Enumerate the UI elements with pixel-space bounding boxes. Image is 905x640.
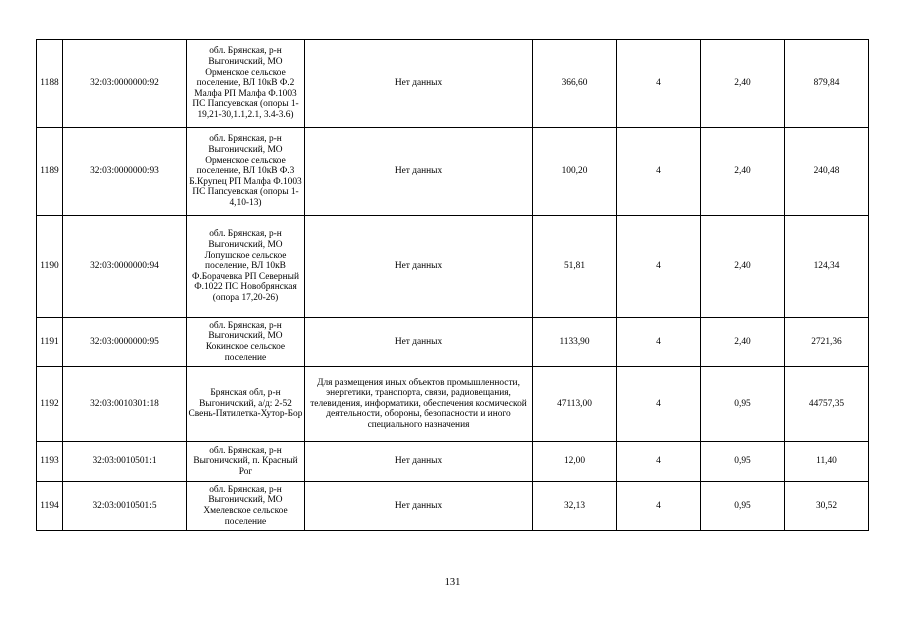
cadastral-number: 32:03:0000000:92 <box>63 40 187 128</box>
table-row <box>37 482 869 531</box>
category-cell: 4 <box>617 40 701 128</box>
permitted-use-cell: Нет данных <box>305 216 533 318</box>
area-cell: 47113,00 <box>533 367 617 442</box>
cadastral-number: 32:03:0010501:1 <box>63 442 187 482</box>
category-cell: 4 <box>617 482 701 531</box>
rate-cell: 2,40 <box>701 40 785 128</box>
row-number: 1192 <box>37 367 63 442</box>
table-row <box>37 442 869 482</box>
rate-cell: 2,40 <box>701 128 785 216</box>
cadastral-number: 32:03:0010301:18 <box>63 367 187 442</box>
rate-cell: 2,40 <box>701 216 785 318</box>
amount-cell: 124,34 <box>785 216 869 318</box>
table-row <box>37 318 869 367</box>
permitted-use-cell: Нет данных <box>305 40 533 128</box>
address-cell: обл. Брянская, р-н Выгоничский, МО Орменское сельское поселение, ВЛ 10кВ Ф.2 Малфа РП Малфа Ф.1003 ПС Папсуевская (опоры 1-19,21-30,1.1,2.1, 3.4-3.6) <box>187 40 305 128</box>
address-cell: обл. Брянская, р-н Выгоничский, МО Кокинское сельское поселение <box>187 318 305 367</box>
cadastral-number: 32:03:0000000:94 <box>63 216 187 318</box>
category-cell: 4 <box>617 442 701 482</box>
category-cell: 4 <box>617 216 701 318</box>
row-number: 1193 <box>37 442 63 482</box>
table-row <box>37 367 869 442</box>
area-cell: 366,60 <box>533 40 617 128</box>
amount-cell: 44757,35 <box>785 367 869 442</box>
page-number: 131 <box>444 577 461 588</box>
area-cell: 32,13 <box>533 482 617 531</box>
category-cell: 4 <box>617 128 701 216</box>
cadastral-number: 32:03:0000000:93 <box>63 128 187 216</box>
amount-cell: 879,84 <box>785 40 869 128</box>
permitted-use-cell: Нет данных <box>305 482 533 531</box>
row-number: 1189 <box>37 128 63 216</box>
row-number: 1191 <box>37 318 63 367</box>
address-cell: обл. Брянская, р-н Выгоничский, МО Хмелевское сельское поселение <box>187 482 305 531</box>
cadastral-number: 32:03:0010501:5 <box>63 482 187 531</box>
amount-cell: 240,48 <box>785 128 869 216</box>
address-cell: обл. Брянская, р-н Выгоничский, МО Орменское сельское поселение, ВЛ 10кВ Ф.3 Б.Крупец РП Малфа Ф.1003 ПС Папсуевская (опоры 1-4,10-13) <box>187 128 305 216</box>
land-plots-table <box>36 39 869 531</box>
row-number: 1190 <box>37 216 63 318</box>
table-row <box>37 128 869 216</box>
table-row <box>37 216 869 318</box>
category-cell: 4 <box>617 367 701 442</box>
amount-cell: 30,52 <box>785 482 869 531</box>
area-cell: 100,20 <box>533 128 617 216</box>
address-cell: обл. Брянская, р-н Выгоничский, МО Лопушское сельское поселение, ВЛ 10кВ Ф.Борачевка РП Северный Ф.1022 ПС Новобрянская (опора 17,20-26) <box>187 216 305 318</box>
rate-cell: 0,95 <box>701 442 785 482</box>
row-number: 1194 <box>37 482 63 531</box>
amount-cell: 2721,36 <box>785 318 869 367</box>
amount-cell: 11,40 <box>785 442 869 482</box>
permitted-use-cell: Нет данных <box>305 442 533 482</box>
rate-cell: 2,40 <box>701 318 785 367</box>
permitted-use-cell: Нет данных <box>305 318 533 367</box>
area-cell: 1133,90 <box>533 318 617 367</box>
permitted-use-cell: Для размещения иных объектов промышленности, энергетики, транспорта, связи, радиовещания, телевидения, информатики, обеспечения космической деятельности, обороны, безопасности и иного специального назначения <box>305 367 533 442</box>
cadastral-number: 32:03:0000000:95 <box>63 318 187 367</box>
address-cell: Брянская обл, р-н Выгоничский, а/д: 2-52 Свень-Пятилетка-Хутор-Бор <box>187 367 305 442</box>
address-cell: обл. Брянская, р-н Выгоничский, п. Красный Рог <box>187 442 305 482</box>
area-cell: 12,00 <box>533 442 617 482</box>
row-number: 1188 <box>37 40 63 128</box>
rate-cell: 0,95 <box>701 482 785 531</box>
permitted-use-cell: Нет данных <box>305 128 533 216</box>
table-row <box>37 40 869 128</box>
category-cell: 4 <box>617 318 701 367</box>
area-cell: 51,81 <box>533 216 617 318</box>
rate-cell: 0,95 <box>701 367 785 442</box>
